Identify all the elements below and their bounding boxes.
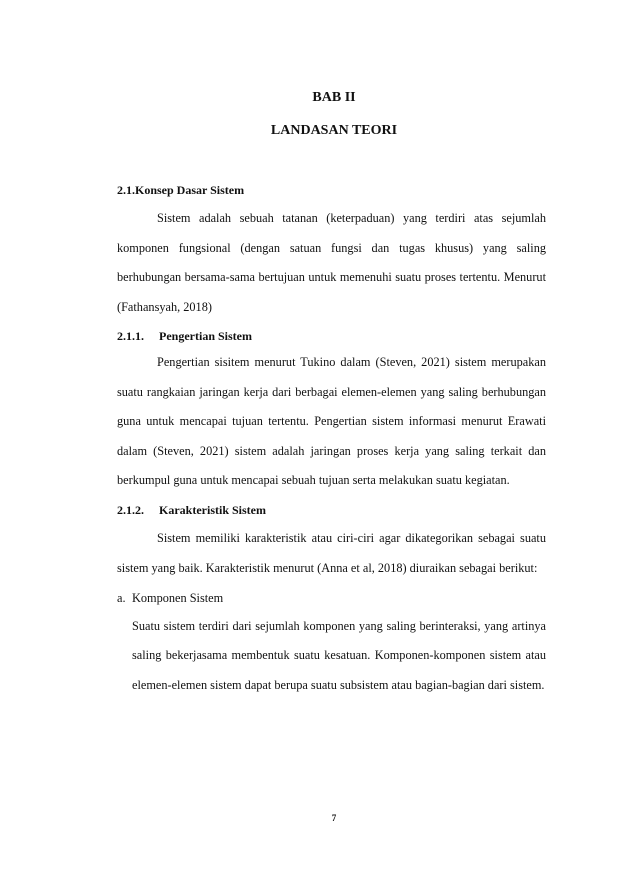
chapter-title: LANDASAN TEORI (270, 123, 398, 138)
section-2-1-heading: 2.1.Konsep Dasar Sistem (117, 183, 245, 197)
chapter-label: BAB II (312, 90, 356, 105)
section-title: Pengertian Sistem (159, 329, 252, 343)
section-2-1-2-paragraph: Sistem memiliki karakteristik atau ciri-ciri agar dikategorikan sebagai suatu sistem yang baik. Karakteristik menurut (Anna et al, 2018) diuraikan sebagai berikut: (117, 531, 546, 575)
section-2-1-paragraph: Sistem adalah sebuah tatanan (keterpaduan) yang terdiri atas sejumlah komponen fungsional (dengan satuan fungsi dan tugas khusus) yang saling berhubungan bersama-sama bertujuan untuk memenuhi suatu proses tertentu. Menurut (Fathansyah, 2018) (117, 211, 546, 314)
section-number: 2.1.1. (117, 329, 144, 343)
list-item-title: Komponen Sistem (132, 591, 224, 605)
section-2-1-1-heading (117, 329, 252, 344)
page-number: 7 (331, 813, 337, 823)
section-2-1-2-heading (117, 503, 266, 518)
section-number: 2.1.2. (117, 503, 144, 517)
list-marker: a. (117, 591, 126, 605)
list-item-a-text: Suatu sistem terdiri dari sejumlah komponen yang saling berinteraksi, yang artinya saling bekerjasama membentuk suatu kesatuan. Komponen-komponen sistem atau elemen-elemen sistem dapat berupa suatu subsistem atau bagian-bagian dari sistem. (132, 619, 546, 692)
list-item-a-heading (117, 591, 223, 606)
section-title: Karakteristik Sistem (159, 503, 266, 517)
section-2-1-1-paragraph: Pengertian sisitem menurut Tukino dalam (Steven, 2021) sistem merupakan suatu rangkaian jaringan kerja dari berbagai elemen-elemen yang saling berhubungan guna untuk mencapai tujuan tertentu. Pengertian sistem informasi menurut Erawati dalam (Steven, 2021) sistem adalah jaringan proses kerja yang saling terkait dan berkumpul guna untuk mencapai sebuah tujuan serta melakukan suatu kegiatan. (117, 355, 546, 488)
